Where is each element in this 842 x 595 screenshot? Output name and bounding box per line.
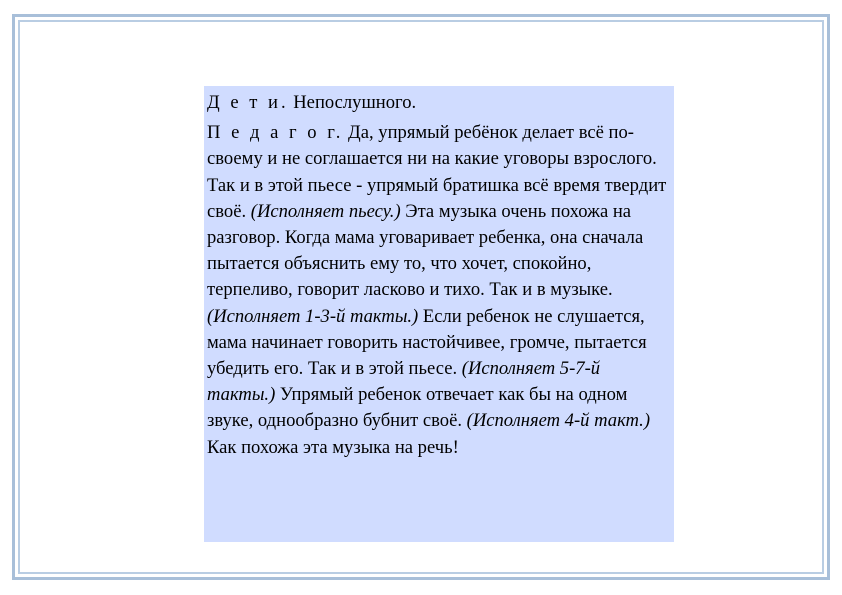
text-box (204, 86, 674, 542)
stage-direction-4: (Исполняет 4-й такт.) (466, 410, 651, 432)
children-paragraph (207, 90, 672, 116)
children-speaker: Д е т и. (207, 92, 289, 113)
teacher-text-1: Да, упрямый ребёнок делает всё по-своему и не соглашается ни на какие уговоры взрослого. Так и в этой пьесе - упрямый братишка всё время твердит своё. (207, 122, 667, 222)
stage-direction-2: (Исполняет 1-3-й такты.) (207, 305, 419, 327)
teacher-text-2: Эта музыка очень похожа на разговор. Когда мама уговаривает ребенка, она сначала пытается объяснить ему то, что хочет, спокойно, терпеливо, говорит ласково и тихо. Так и в музыке. (207, 200, 644, 301)
children-reply: Непослушного. (288, 92, 417, 113)
teacher-text-4: Упрямый ребенок отвечает как бы на одном звуке, однообразно бубнит своё. (207, 384, 628, 432)
stage-direction-3: (Исполняет 5-7-й такты.) (207, 358, 601, 406)
teacher-text-3: Если ребенок не слушается, мама начинает говорить настойчивее, громче, пытается убедить его. Так и в этой пьесе. (207, 305, 647, 380)
teacher-paragraph (207, 120, 672, 461)
teacher-speaker: П е д а г о г. (207, 122, 344, 144)
teacher-text-5: Как похожа эта музыка на речь! (207, 436, 459, 458)
stage-direction-1: (Исполняет пьесу.) (250, 200, 401, 222)
